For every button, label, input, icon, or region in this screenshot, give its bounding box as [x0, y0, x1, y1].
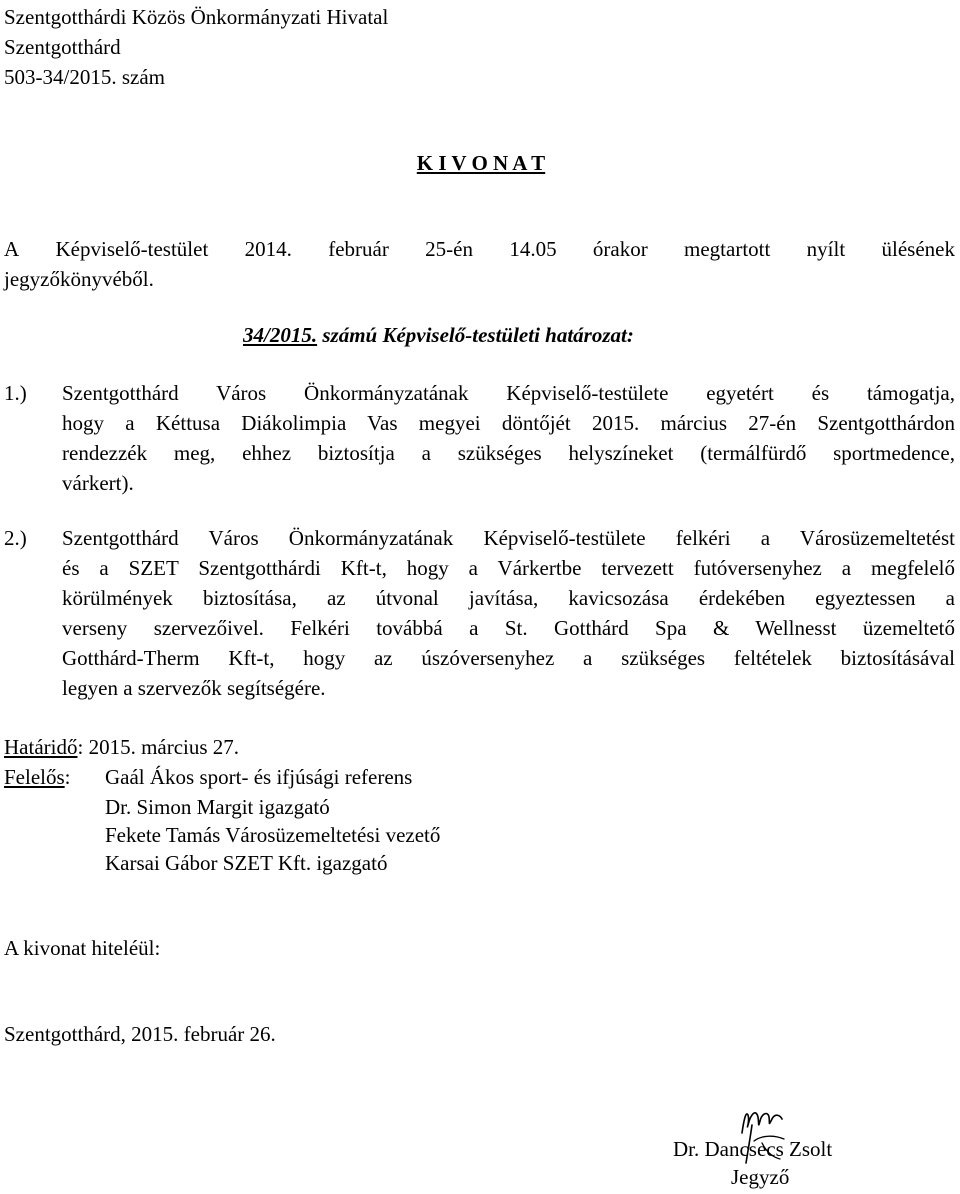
intro-word: A: [4, 237, 20, 261]
signatory-title: Jegyző: [731, 1165, 790, 1189]
point-2-line-4: verseny szervezőivel. Felkéri továbbá a St. Gotthárd Spa & Wellnesst üzemeltető: [62, 616, 955, 640]
responsible-person-3: Fekete Tamás Városüzemeltetési vezető: [105, 823, 441, 847]
intro-word: 25-én: [425, 237, 473, 261]
responsible-label: Felelős: [4, 765, 65, 789]
intro-word: ülésének: [881, 237, 955, 261]
point-2-line-2: és a SZET Szentgotthárdi Kft-t, hogy a Várkertbe tervezett futóversenyhez a megfelelő: [62, 556, 955, 580]
deadline-value: : 2015. március 27.: [77, 735, 240, 759]
signatory-name: Dr. Dancsecs Zsolt: [673, 1137, 833, 1161]
issuer-town: Szentgotthárd: [4, 35, 121, 59]
responsible-person-4: Karsai Gábor SZET Kft. igazgató: [105, 851, 388, 875]
document-title: K I V O N A T: [416, 151, 546, 175]
place-date: Szentgotthárd, 2015. február 26.: [4, 1022, 276, 1046]
intro-word: február: [328, 237, 389, 261]
responsible-person-2: Dr. Simon Margit igazgató: [105, 795, 330, 819]
responsible-person-1: Gaál Ákos sport- és ifjúsági referens: [105, 765, 413, 789]
responsible-label-line: [4, 762, 71, 792]
deadline-label: Határidő: [4, 735, 78, 759]
intro-word: megtartott: [684, 237, 771, 261]
point-2-number: 2.): [4, 526, 27, 550]
point-1-line-1: Szentgotthárd Város Önkormányzatának Képviselő-testülete egyetért és támogatja,: [62, 381, 955, 405]
intro-line: [4, 234, 955, 264]
point-2-line-6: legyen a szervezők segítségére.: [62, 676, 326, 700]
point-1-line-3: rendezzék meg, ehhez biztosítja a szükséges helyszíneket (termálfürdő sportmedence,: [62, 441, 955, 465]
point-1-number: 1.): [4, 381, 27, 405]
intro-word: 14.05: [509, 237, 557, 261]
intro-word: nyílt: [806, 237, 846, 261]
point-2-line-5: Gotthárd-Therm Kft-t, hogy az úszóversenyhez a szükséges feltételek biztosításával: [62, 646, 955, 670]
intro-word: órakor: [592, 237, 648, 261]
intro-word: Képviselő-testület: [55, 237, 209, 261]
point-2-line-3: körülmények biztosítása, az útvonal javítása, kavicsozása érdekében egyeztessen a: [62, 586, 955, 610]
point-2-line-1: Szentgotthárd Város Önkormányzatának Képviselő-testülete felkéri a Városüzemeltetést: [62, 526, 955, 550]
resolution-number: 34/2015.: [243, 323, 318, 347]
issuer-office: Szentgotthárdi Közös Önkormányzati Hivatal: [4, 5, 389, 29]
file-number: 503-34/2015. szám: [4, 65, 165, 89]
point-1-line-2: hogy a Kéttusa Diákolimpia Vas megyei döntőjét 2015. március 27-én Szentgotthárdon: [62, 411, 955, 435]
intro-line-2: jegyzőkönyvéből.: [4, 267, 154, 291]
resolution-heading: [243, 320, 634, 350]
point-1-line-4: várkert).: [62, 471, 134, 495]
certification-note: A kivonat hiteléül:: [4, 936, 161, 960]
responsible-colon: :: [64, 765, 71, 789]
deadline-line: [4, 732, 239, 762]
resolution-heading-text: számú Képviselő-testületi határozat:: [317, 323, 634, 347]
intro-word: 2014.: [244, 237, 292, 261]
